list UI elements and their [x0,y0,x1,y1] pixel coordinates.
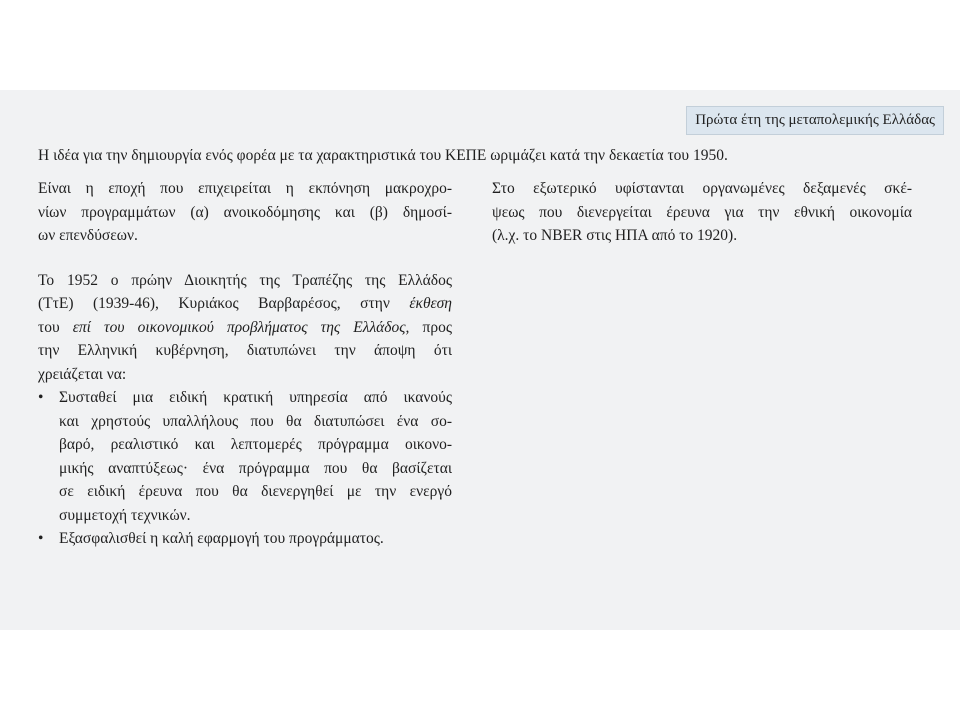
paragraph-line: ων επενδύσεων. [38,227,138,244]
paragraph-line [38,292,452,316]
bullet-line: σε ειδική έρευνα που θα διενεργηθεί με την ενεργό [59,483,452,500]
bullet-line: και χρηστούς υπαλλήλους που θα διατυπώσει ένα σο- [59,412,452,430]
bullet-line: μικής αναπτύξεως· ένα πρόγραμμα που θα βασίζεται [59,459,452,477]
paragraph-line: ψεως που διενεργείται έρευνα για την εθνική οικονομία [492,203,912,221]
bullet-item [38,527,452,551]
text-run: του [38,318,73,336]
bullet-icon: • [38,530,44,547]
paragraph-line: (λ.χ. το NBER στις ΗΠΑ από το 1920). [492,227,738,244]
report-title-italic: επί του οικονομικού προβλήματος της Ελλάδος, [72,318,410,336]
text-run: προς [409,318,452,336]
bullet-line: Συσταθεί μια ειδική κρατική υπηρεσία από ικανούς [59,389,452,406]
paragraph-line: νίων προγραμμάτων (α) ανοικοδόμησης και (β) δημοσί- [38,203,452,221]
paragraph-gap [38,248,452,269]
section-tag: Πρώτα έτη της μεταπολεμικής Ελλάδας [686,106,944,135]
bullet-line: Εξασφαλισθεί η καλή εφαρμογή του προγράμματος. [59,530,384,547]
lead-sentence: Η ιδέα για την δημιουργία ενός φορέα με τα χαρακτηριστικά του ΚΕΠΕ ωριμάζει κατά την δεκαετία του 1950. [38,147,728,164]
paragraph-line: Στο εξωτερικό υφίστανται οργανωμένες δεξαμενές σκέ- [492,180,912,197]
paragraph-line: την Ελληνική κυβέρνηση, διατυπώνει την άποψη ότι [38,342,452,359]
bullet-line: συμμετοχή τεχνικών. [59,506,191,524]
bullet-icon: • [38,389,44,406]
right-column [492,177,912,248]
left-column [38,177,452,551]
text-run: (ΤτΕ) (1939-46), Κυριάκος Βαρβαρέσος, στην [38,295,410,312]
bullet-item [38,386,452,527]
paragraph-line: Είναι η εποχή που επιχειρείται η εκπόνηση μακροχρο- [38,180,452,197]
paragraph-line: χρειάζεται να: [38,365,127,383]
slide-panel [0,90,960,630]
paragraph-line [38,316,452,340]
report-title-italic: έκθεση [409,295,452,312]
paragraph-line: Το 1952 ο πρώην Διοικητής της Τραπέζης της Ελλάδος [38,271,452,289]
bullet-line: βαρό, ρεαλιστικό και λεπτομερές πρόγραμμα οικονο- [59,436,452,453]
